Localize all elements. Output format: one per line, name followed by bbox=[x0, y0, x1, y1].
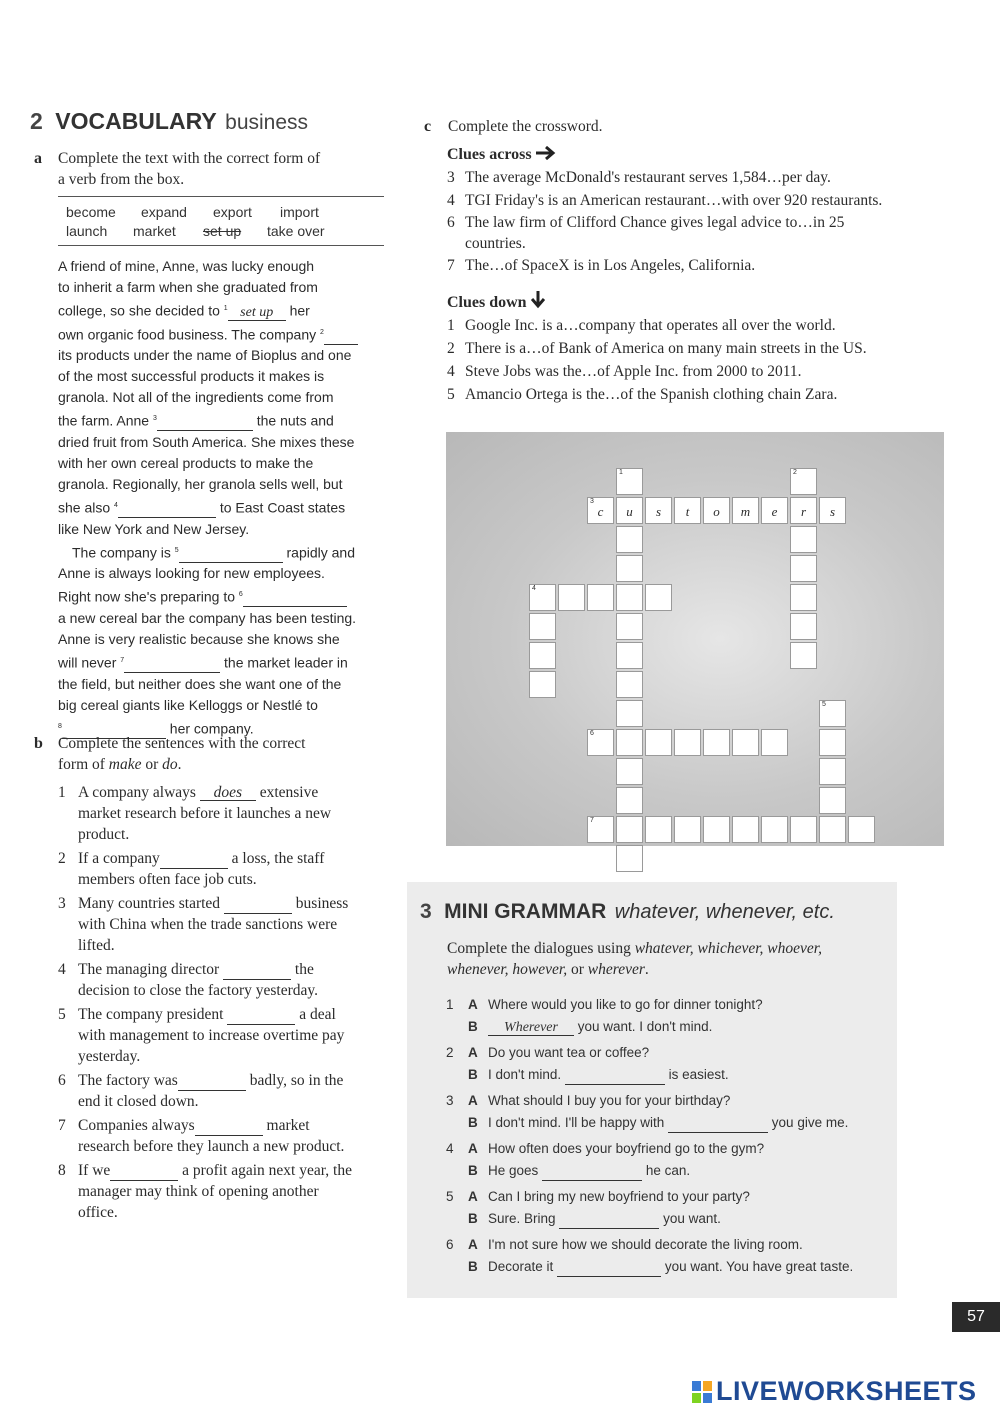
b-item-6: 6 The factory was badly, so in the end it closed down. bbox=[58, 1072, 344, 1110]
across-clue-7: 7 The…of SpaceX is in Los Angeles, California. bbox=[447, 257, 756, 274]
answer-7-input[interactable] bbox=[124, 657, 220, 673]
page-number: 57 bbox=[952, 1302, 1000, 1332]
crossword-cell[interactable] bbox=[703, 816, 730, 843]
crossword-cell[interactable] bbox=[790, 497, 817, 524]
b-answer-5-input[interactable] bbox=[227, 1009, 295, 1025]
crossword-cell[interactable] bbox=[790, 642, 817, 669]
answer-5-input[interactable] bbox=[179, 547, 283, 563]
crossword-cell[interactable] bbox=[529, 613, 556, 640]
crossword-cell[interactable] bbox=[616, 526, 643, 553]
dialogue-answer-1-example: Wherever bbox=[488, 1021, 574, 1036]
crossword-cell[interactable] bbox=[848, 816, 875, 843]
exercise-a-instruction: a Complete the text with the correct form of a verb from the box. bbox=[34, 150, 321, 188]
crossword-cell[interactable] bbox=[732, 816, 759, 843]
b-item-5: 5 The company president a deal with management to increase overtime pay yesterday. bbox=[58, 1006, 345, 1065]
dialogue-6: 6 A I'm not sure how we should decorate the living room. B Decorate it you want. You have great taste. bbox=[446, 1234, 891, 1278]
crossword-clue-number: 1 bbox=[619, 469, 623, 476]
b-answer-3-input[interactable] bbox=[224, 898, 292, 914]
down-clue-2: 2 There is a…of Bank of America on many main streets in the US. bbox=[447, 340, 867, 357]
dialogue-5: 5 A Can I bring my new boyfriend to your party? B Sure. Bring you want. bbox=[446, 1186, 891, 1230]
crossword-grid bbox=[446, 432, 944, 846]
crossword-letter: s bbox=[655, 504, 662, 519]
crossword-cell[interactable] bbox=[790, 526, 817, 553]
crossword-cell[interactable] bbox=[587, 584, 614, 611]
crossword-cell[interactable] bbox=[790, 613, 817, 640]
across-clue-4: 4 TGI Friday's is an American restaurant…with over 920 restaurants. bbox=[447, 192, 883, 209]
answer-4-input[interactable] bbox=[118, 502, 216, 518]
crossword-cell[interactable] bbox=[819, 816, 846, 843]
crossword-letter: e bbox=[771, 504, 778, 519]
crossword-cell[interactable] bbox=[674, 816, 701, 843]
answer-6-input[interactable] bbox=[243, 591, 347, 607]
crossword-cell[interactable] bbox=[819, 758, 846, 785]
crossword-cell[interactable] bbox=[616, 845, 643, 872]
crossword-cell[interactable] bbox=[761, 497, 788, 524]
verb-export: export bbox=[213, 204, 252, 220]
crossword-cell[interactable] bbox=[703, 729, 730, 756]
verb-box bbox=[58, 196, 384, 246]
dialogue-4: 4 A How often does your boyfriend go to the gym? B He goes he can. bbox=[446, 1138, 891, 1182]
crossword-cell[interactable] bbox=[587, 729, 614, 756]
crossword-cell[interactable] bbox=[616, 642, 643, 669]
section-3-instruction: Complete the dialogues using whatever, whichever, whoever, whenever, however, or wherever. bbox=[447, 940, 822, 978]
crossword-cell[interactable] bbox=[616, 787, 643, 814]
crossword-clue-number: 3 bbox=[590, 498, 594, 505]
crossword-cell[interactable] bbox=[616, 584, 643, 611]
crossword-clue-number: 4 bbox=[532, 585, 536, 592]
dialogue-answer-5-input[interactable] bbox=[559, 1213, 659, 1229]
b-item-3: 3 Many countries started business with China when the trade sanctions were lifted. bbox=[58, 895, 349, 954]
crossword-cell[interactable] bbox=[616, 758, 643, 785]
verb-take-over: take over bbox=[267, 223, 325, 239]
b-answer-2-input[interactable] bbox=[160, 853, 228, 869]
crossword-cell[interactable] bbox=[558, 584, 585, 611]
crossword-cell[interactable] bbox=[674, 729, 701, 756]
clues-across-title: Clues across bbox=[447, 143, 967, 166]
crossword-cell[interactable] bbox=[790, 555, 817, 582]
crossword-cell[interactable] bbox=[732, 497, 759, 524]
crossword-cell[interactable] bbox=[587, 816, 614, 843]
down-clue-1: 1 Google Inc. is a…company that operates all over the world. bbox=[447, 317, 836, 334]
crossword-cell[interactable] bbox=[587, 497, 614, 524]
crossword-letter: s bbox=[829, 504, 836, 519]
b-item-4: 4 The managing director the decision to close the factory yesterday. bbox=[58, 961, 319, 999]
b-answer-6-input[interactable] bbox=[178, 1075, 246, 1091]
b-answer-8-input[interactable] bbox=[110, 1165, 178, 1181]
verb-market: market bbox=[133, 223, 176, 239]
crossword-cell[interactable] bbox=[790, 584, 817, 611]
crossword-cell[interactable] bbox=[761, 729, 788, 756]
b-item-7: 7 Companies always market research before they launch a new product. bbox=[58, 1117, 345, 1155]
answer-1-example: set up bbox=[228, 306, 286, 321]
crossword-clue-number: 6 bbox=[590, 730, 594, 737]
crossword-cell[interactable] bbox=[616, 468, 643, 495]
clues-panel: Clues across 3 The average McDonald's restaurant serves 1,584…per day. 4 TGI Friday's is an American restaurant…with over 920 restaurants. 6 The law firm of Clifford Chance gives legal advice to…in 25 countries. 7 The…of SpaceX is in Los Angeles, California. Clues down 1 Google Inc. is a…company that operates all over the world. 2 There is a…of Bank of America on many main streets in the US. 4 Steve Jobs was the…of Apple Inc. from 2000 to 2011. 5 Amancio Ortega is the…of the Spanish clothing chain Zara. bbox=[447, 143, 967, 406]
crossword-cell[interactable] bbox=[616, 613, 643, 640]
exercise-b-instruction: b Complete the sentences with the correct form of make or do. bbox=[34, 735, 306, 773]
crossword-cell[interactable] bbox=[616, 729, 643, 756]
dialogue-answer-6-input[interactable] bbox=[557, 1261, 661, 1277]
liveworksheets-logo-icon bbox=[692, 1381, 712, 1403]
verb-launch: launch bbox=[66, 223, 108, 239]
crossword-cell[interactable] bbox=[529, 671, 556, 698]
crossword-cell[interactable] bbox=[616, 700, 643, 727]
crossword-clue-number: 5 bbox=[822, 701, 826, 708]
crossword-cell[interactable] bbox=[819, 700, 846, 727]
crossword-clue-number: 7 bbox=[590, 817, 594, 824]
dialogue-answer-2-input[interactable] bbox=[565, 1069, 665, 1085]
crossword-letter: r bbox=[800, 504, 807, 519]
crossword-letter: c bbox=[597, 504, 604, 519]
b-answer-1-example: does bbox=[200, 786, 256, 801]
crossword-letter: m bbox=[740, 504, 751, 519]
verb-import: import bbox=[280, 204, 319, 220]
clues-down-title: Clues down bbox=[447, 291, 967, 314]
answer-3-input[interactable] bbox=[157, 415, 253, 431]
crossword-cell[interactable] bbox=[616, 497, 643, 524]
down-clue-4: 4 Steve Jobs was the…of Apple Inc. from 2000 to 2011. bbox=[447, 363, 802, 380]
dialogue-answer-4-input[interactable] bbox=[542, 1165, 642, 1181]
b-item-2: 2 If a company a loss, the staff members often face job cuts. bbox=[58, 850, 325, 888]
crossword-cell[interactable] bbox=[703, 497, 730, 524]
crossword-cell[interactable] bbox=[819, 729, 846, 756]
crossword-cell[interactable] bbox=[529, 584, 556, 611]
across-clue-3: 3 The average McDonald's restaurant serves 1,584…per day. bbox=[447, 169, 831, 186]
crossword-cell[interactable] bbox=[819, 497, 846, 524]
crossword-letter: o bbox=[713, 504, 720, 519]
crossword-cell[interactable] bbox=[674, 497, 701, 524]
down-clue-5: 5 Amancio Ortega is the…of the Spanish clothing chain Zara. bbox=[447, 386, 838, 403]
crossword-cell[interactable] bbox=[645, 584, 672, 611]
crossword-cell[interactable] bbox=[645, 816, 672, 843]
crossword-letter: t bbox=[685, 504, 690, 519]
crossword-cell[interactable] bbox=[645, 497, 672, 524]
crossword-cell[interactable] bbox=[761, 816, 788, 843]
arrow-right-icon bbox=[536, 146, 558, 160]
dialogue-3: 3 A What should I buy you for your birthday? B I don't mind. I'll be happy with you give me. bbox=[446, 1090, 891, 1134]
b-answer-4-input[interactable] bbox=[223, 964, 291, 980]
crossword-cell[interactable] bbox=[732, 729, 759, 756]
crossword-cell[interactable] bbox=[616, 671, 643, 698]
crossword-cell[interactable] bbox=[790, 816, 817, 843]
crossword-cell[interactable] bbox=[616, 555, 643, 582]
b-answer-7-input[interactable] bbox=[195, 1120, 263, 1136]
crossword-cell[interactable] bbox=[645, 729, 672, 756]
verb-expand: expand bbox=[141, 204, 187, 220]
dialogue-answer-3-input[interactable] bbox=[668, 1117, 768, 1133]
b-item-1: 1 A company always does extensive market research before it launches a new product. bbox=[58, 784, 332, 843]
across-clue-6: 6 The law firm of Clifford Chance gives legal advice to…in 25 bbox=[447, 214, 845, 231]
verb-become: become bbox=[66, 204, 116, 220]
arrow-down-icon bbox=[531, 291, 545, 309]
crossword-letter: u bbox=[626, 504, 633, 519]
exercise-c-instruction: c Complete the crossword. bbox=[424, 118, 603, 135]
crossword-cell[interactable] bbox=[529, 642, 556, 669]
exercise-b-list bbox=[58, 782, 388, 1223]
crossword-cell[interactable] bbox=[790, 468, 817, 495]
dialogue-1: 1 A Where would you like to go for dinner tonight? B Wherever you want. I don't mind. bbox=[446, 997, 763, 1035]
dialogues-list bbox=[446, 994, 891, 1278]
answer-2-input[interactable] bbox=[324, 329, 358, 345]
section-2-heading: 2 VOCABULARY business bbox=[30, 108, 309, 134]
crossword-clue-number: 2 bbox=[793, 469, 797, 476]
dialogue-2: 2 A Do you want tea or coffee? B I don't mind. is easiest. bbox=[446, 1042, 891, 1086]
crossword-cell[interactable] bbox=[819, 787, 846, 814]
liveworksheets-logo: LIVEWORKSHEETS bbox=[692, 1376, 977, 1406]
b-item-8: 8 If we a profit again next year, the manager may think of opening another office. bbox=[58, 1162, 352, 1221]
section-3-heading: 3 MINI GRAMMAR whatever, whenever, etc. bbox=[420, 900, 835, 923]
verb-set-up: set up bbox=[203, 223, 242, 239]
exercise-a-text: A friend of mine, Anne, was lucky enough to inherit a farm when she graduated from college, so she decided to $^1$ set up her own organic food business. The company $^2$ its products under the name of Bioplus and one of the most successful products it makes is granola. Not all of the ingredients come from the farm. Anne $^3$ the nuts and dried fruit from South America. She mixes these with her own cereal products to make the granola. Regionally, her granola sells well, but she also $^4$ to East Coast states like New York and New Jersey. The company is $^5$ rapidly and Anne is always looking for new employees. Right now she's preparing to $^6$ a new cereal bar the company has been testing. Anne is very realistic because she knows she will never $^7$ the market leader in the field, but neither does she want one of the big cereal giants like Kelloggs or Nestlé to $^8$ her company. bbox=[58, 256, 388, 739]
crossword-cell[interactable] bbox=[616, 816, 643, 843]
